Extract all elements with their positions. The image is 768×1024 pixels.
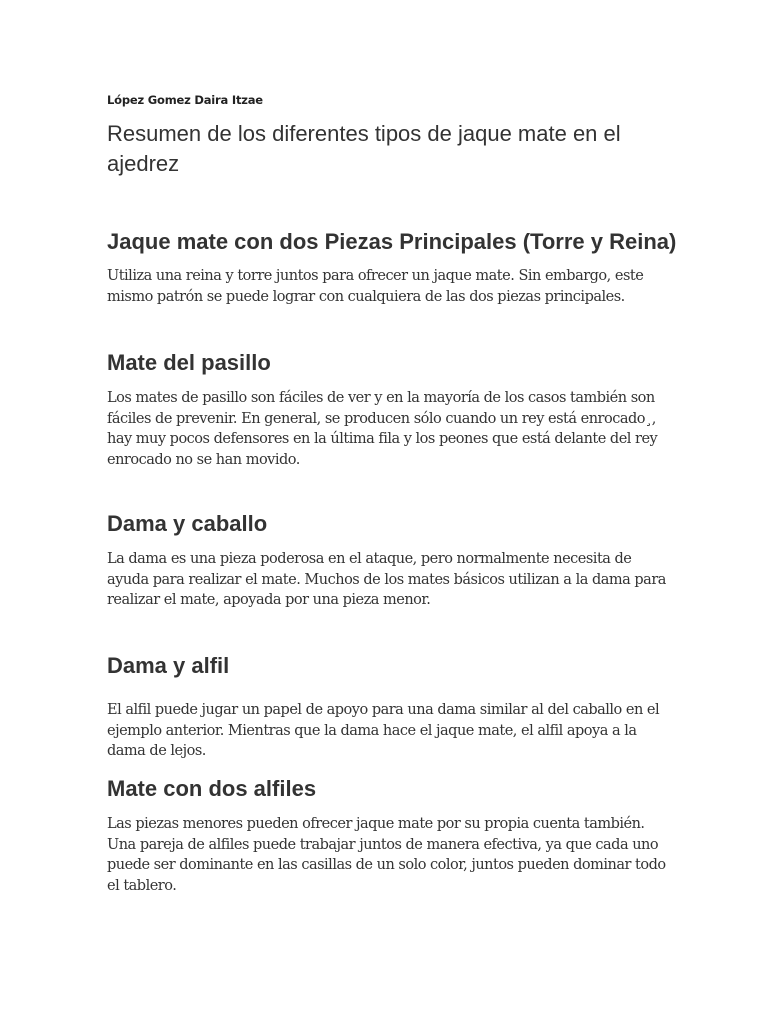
section-body-mate-pasillo: Los mates de pasillo son fáciles de ver y en la mayoría de los casos también son fáciles de prevenir. En general, se producen sólo cuando un rey está enrocado¸, hay muy pocos defensores en la última fila y los peones que está delante del rey enrocado no se han movido. (107, 390, 658, 468)
document-title: Resumen de los diferentes tipos de jaque mate en el ajedrez (107, 121, 621, 176)
section-body-dama-caballo: La dama es una pieza poderosa en el ataque, pero normalmente necesita de ayuda para realizar el mate. Muchos de los mates básicos utilizan a la dama para realizar el mate, apoyada por una pieza menor. (107, 551, 666, 608)
section-heading-dama-alfil: Dama y alfil (107, 653, 230, 678)
section-body-dama-alfil: El alfil puede jugar un papel de apoyo para una dama similar al del caballo en el ejemplo anterior. Mientras que la dama hace el jaque mate, el alfil apoya a la dama de lejos. (107, 702, 660, 759)
section-body-torre-reina: Utiliza una reina y torre juntos para ofrecer un jaque mate. Sin embargo, este mismo patrón se puede lograr con cualquiera de las dos piezas principales. (107, 268, 644, 305)
author-name: López Gomez Daira Itzae (107, 93, 263, 107)
section-heading-dama-caballo: Dama y caballo (107, 511, 268, 536)
section-body-dos-alfiles: Las piezas menores pueden ofrecer jaque mate por su propia cuenta también. Una pareja de alfiles puede trabajar juntos de manera efectiva, ya que cada uno puede ser dominante en las casillas de un solo color, juntos pueden dominar todo el tablero. (107, 816, 666, 894)
section-heading-dos-alfiles: Mate con dos alfiles (107, 776, 317, 801)
section-heading-mate-pasillo: Mate del pasillo (107, 350, 271, 375)
section-heading-torre-reina: Jaque mate con dos Piezas Principales (Torre y Reina) (107, 229, 677, 254)
